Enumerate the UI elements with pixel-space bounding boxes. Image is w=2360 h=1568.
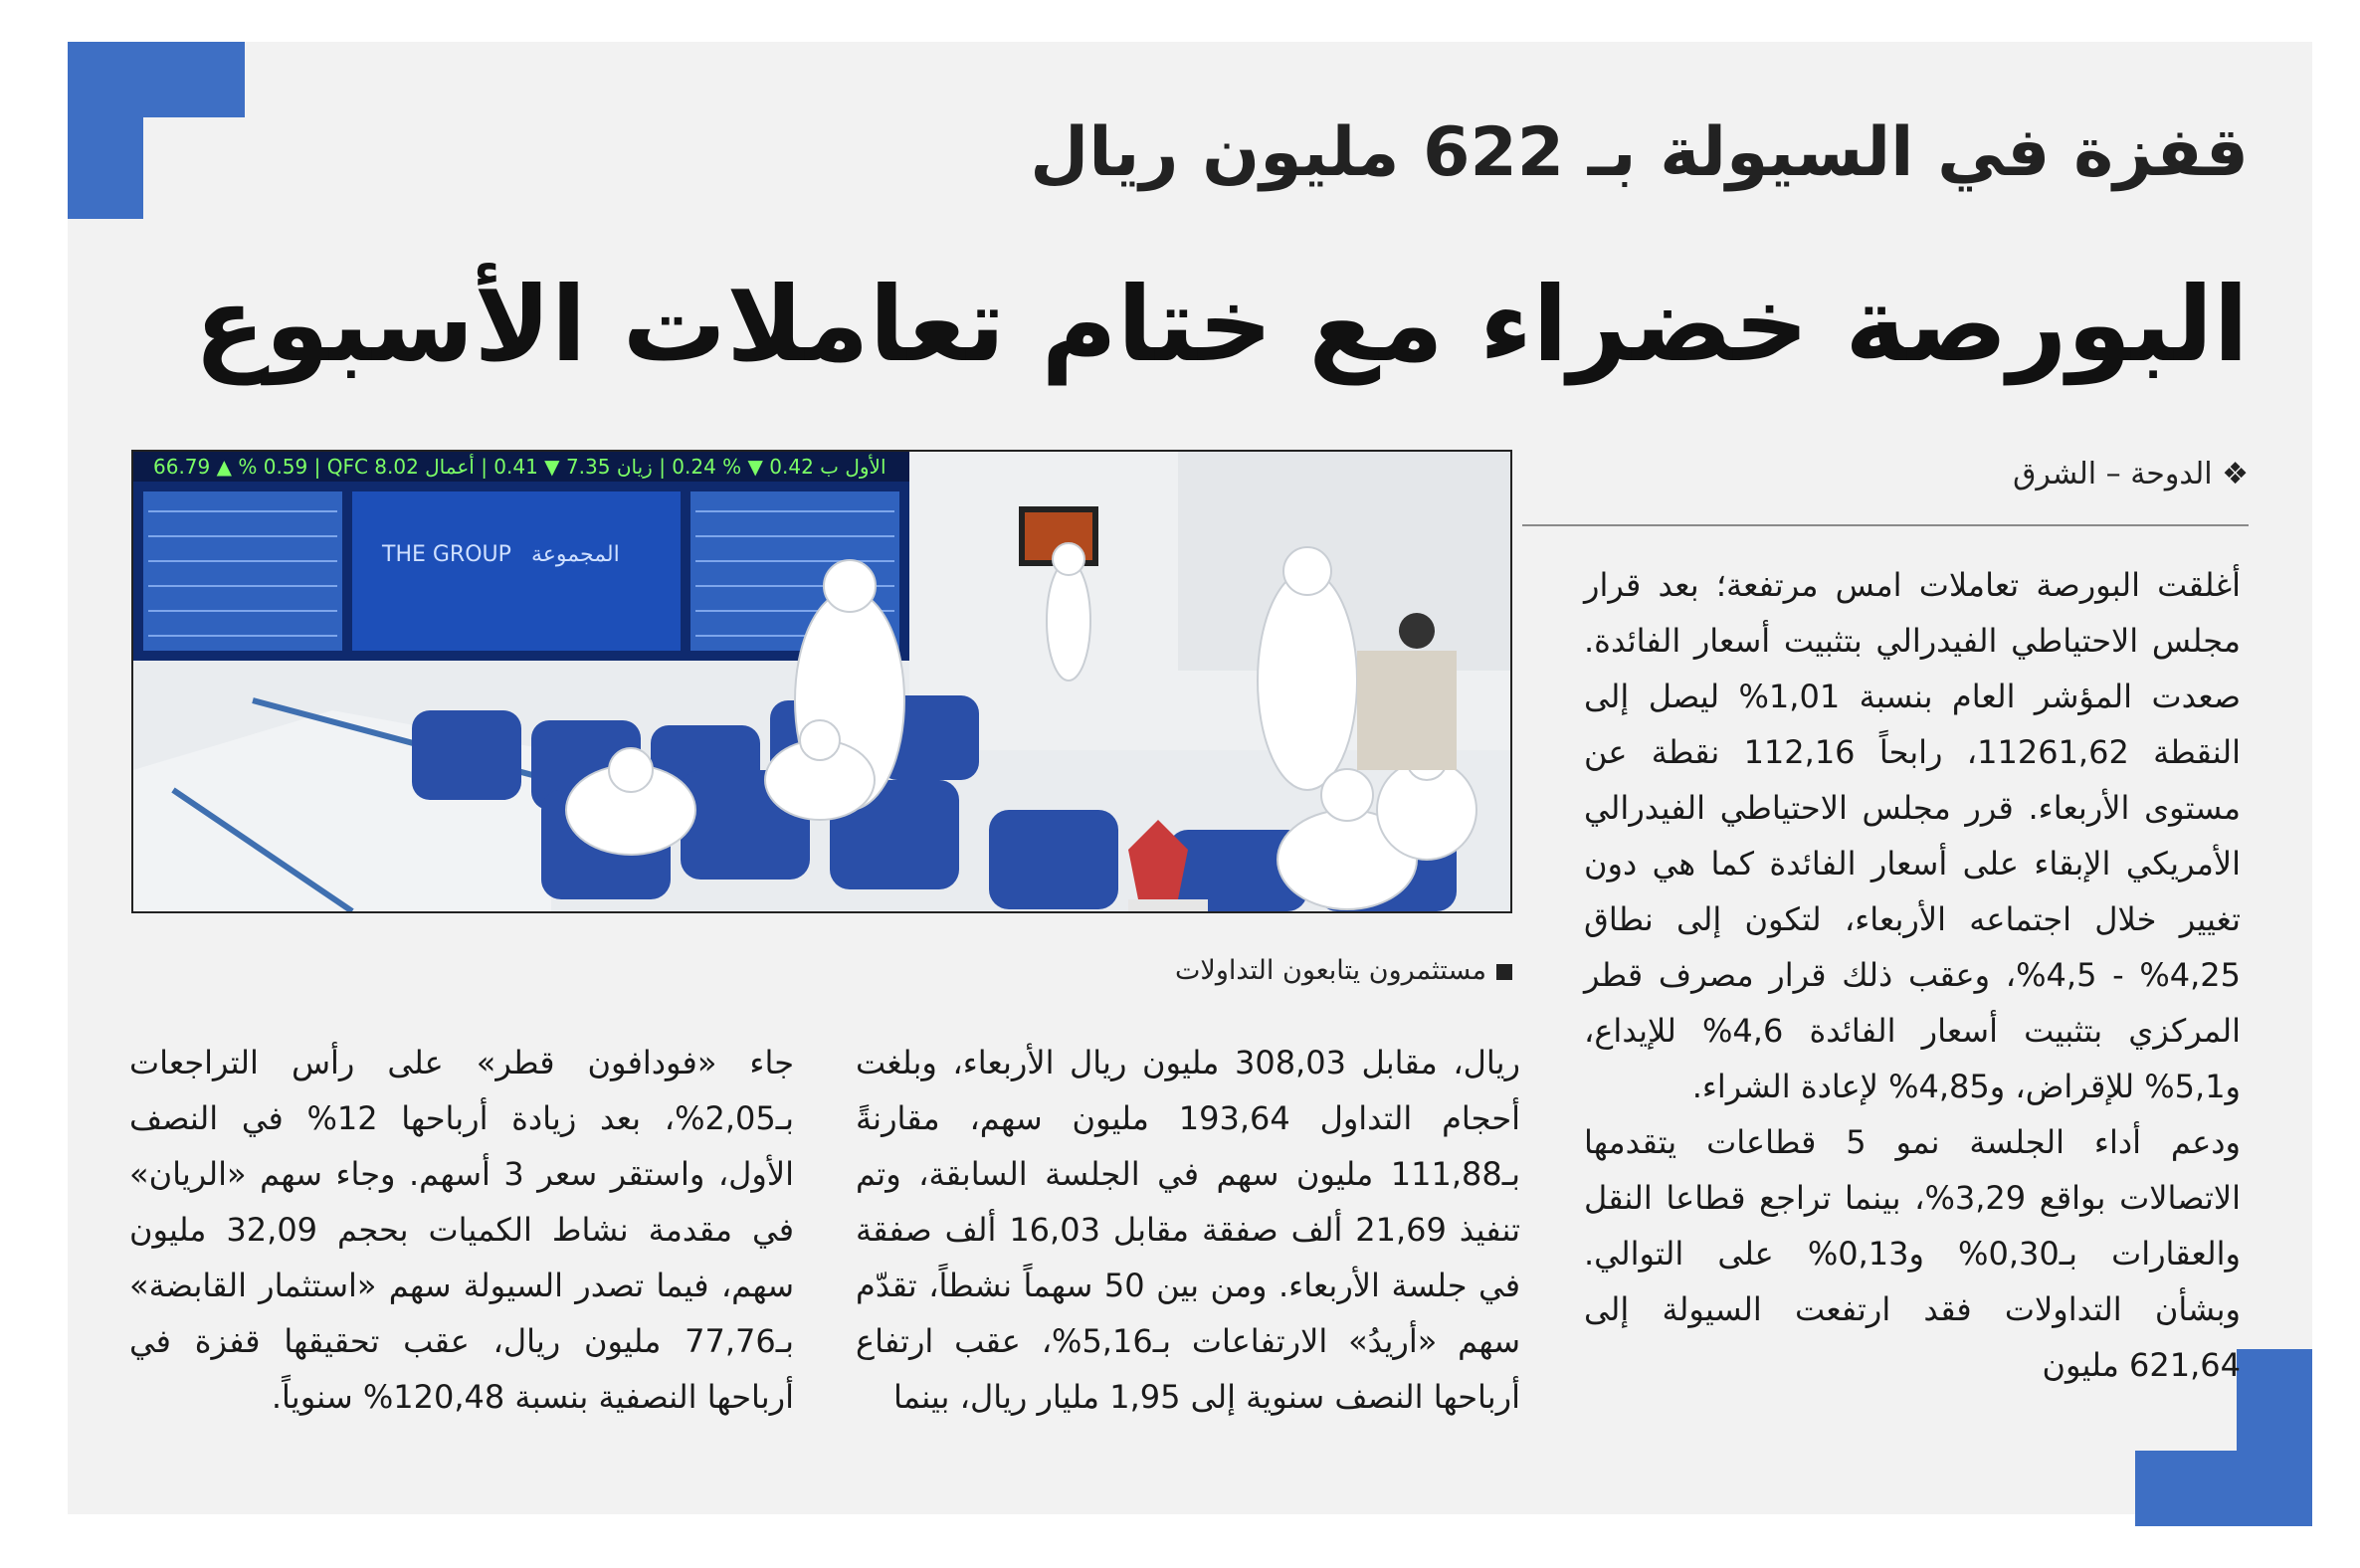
board-label-ar: المجموعة	[531, 542, 620, 567]
column-paragraph: جاء «فودافون قطر» على رأس التراجعات بـ2,05%، بعد زيادة أرباحها 12% في النصف الأول، واستقر سعر 3 أسهم. وجاء سهم «الريان» في مقدمة نشاط الكميات بحجم 32,09 مليون سهم، فيما تصدر السيولة سهم «استثمار القابضة» بـ77,76 مليون ريال، عقب تحقيقها قفزة في أرباحها النصفية بنسبة 120,48% سنوياً.	[129, 1044, 795, 1416]
dateline-rule	[1522, 524, 2249, 526]
column-paragraph: ريال، مقابل 308,03 مليون ريال الأربعاء، وبلغت أحجام التداول 193,64 مليون سهم، مقارنةً بـ111,88 مليون سهم في الجلسة السابقة، وتم تنفيذ 21,69 ألف صفقة مقابل 16,03 ألف صفقة في جلسة الأربعاء. ومن بين 50 سهماً نشطاً، تقدّم سهم «أريدُ» الارتفاعات بـ5,16%، عقب ارتفاع أرباحها النصف سنوية إلى 1,95 مليار ريال، بينما	[856, 1044, 1521, 1416]
article-headline: البورصة خضراء مع ختام تعاملات الأسبوع	[194, 264, 2249, 385]
article-column-1	[1584, 557, 2241, 1393]
column-paragraph: أغلقت البورصة تعاملات امس مرتفعة؛ بعد قرار مجلس الاحتياطي الفيدرالي بتثبيت أسعار الفائدة. صعدت المؤشر العام بنسبة 1,01% ليصل إلى النقطة 11261,62، رابحاً 112,16 نقطة عن مستوى الأربعاء. قرر مجلس الاحتياطي الفيدرالي الأمريكي الإبقاء على أسعار الفائدة كما هي دون تغيير خلال اجتماعه الأربعاء، لتكون إلى نطاق 4,25% - 4,5%، وعقب ذلك قرار مصرف قطر المركزي بتثبيت أسعار الفائدة 4,6% للإيداع، و5,1% للإقراض، و4,85% لإعادة الشراء.	[1584, 566, 2242, 1105]
article-kicker: قفزة في السيولة بـ 622 مليون ريال	[1030, 113, 2249, 192]
dateline-bullet-icon: ❖	[2222, 457, 2249, 491]
column-paragraph: ودعم أداء الجلسة نمو 5 قطاعات يتقدمها الاتصالات بواقع 3,29%، بينما تراجع قطاعا النقل والعقارات بـ0,30% و0,13% على التوالي. وبشأن التداولات فقد ارتفعت السيولة إلى 621,64 مليون	[1584, 1123, 2242, 1384]
article-photo	[131, 450, 1512, 913]
caption-text: مستثمرون يتابعون التداولات	[1175, 955, 1486, 986]
dateline-text: الدوحة – الشرق	[2013, 457, 2213, 491]
corner-decoration-top-left	[68, 42, 245, 219]
article-column-3	[129, 1035, 794, 1425]
caption-square-icon	[1496, 964, 1512, 980]
dateline	[1453, 453, 2249, 496]
board-label: THE GROUP	[382, 542, 511, 567]
ticker-text: 66.79 ▲ % 0.59 | QFC الأول ب 0.42 ▼ % 0.24 | زيان 7.35 ▼ 0.41 | أعمال 8.02	[153, 455, 886, 479]
article-column-2	[856, 1035, 1520, 1425]
photo-caption	[816, 951, 1512, 991]
